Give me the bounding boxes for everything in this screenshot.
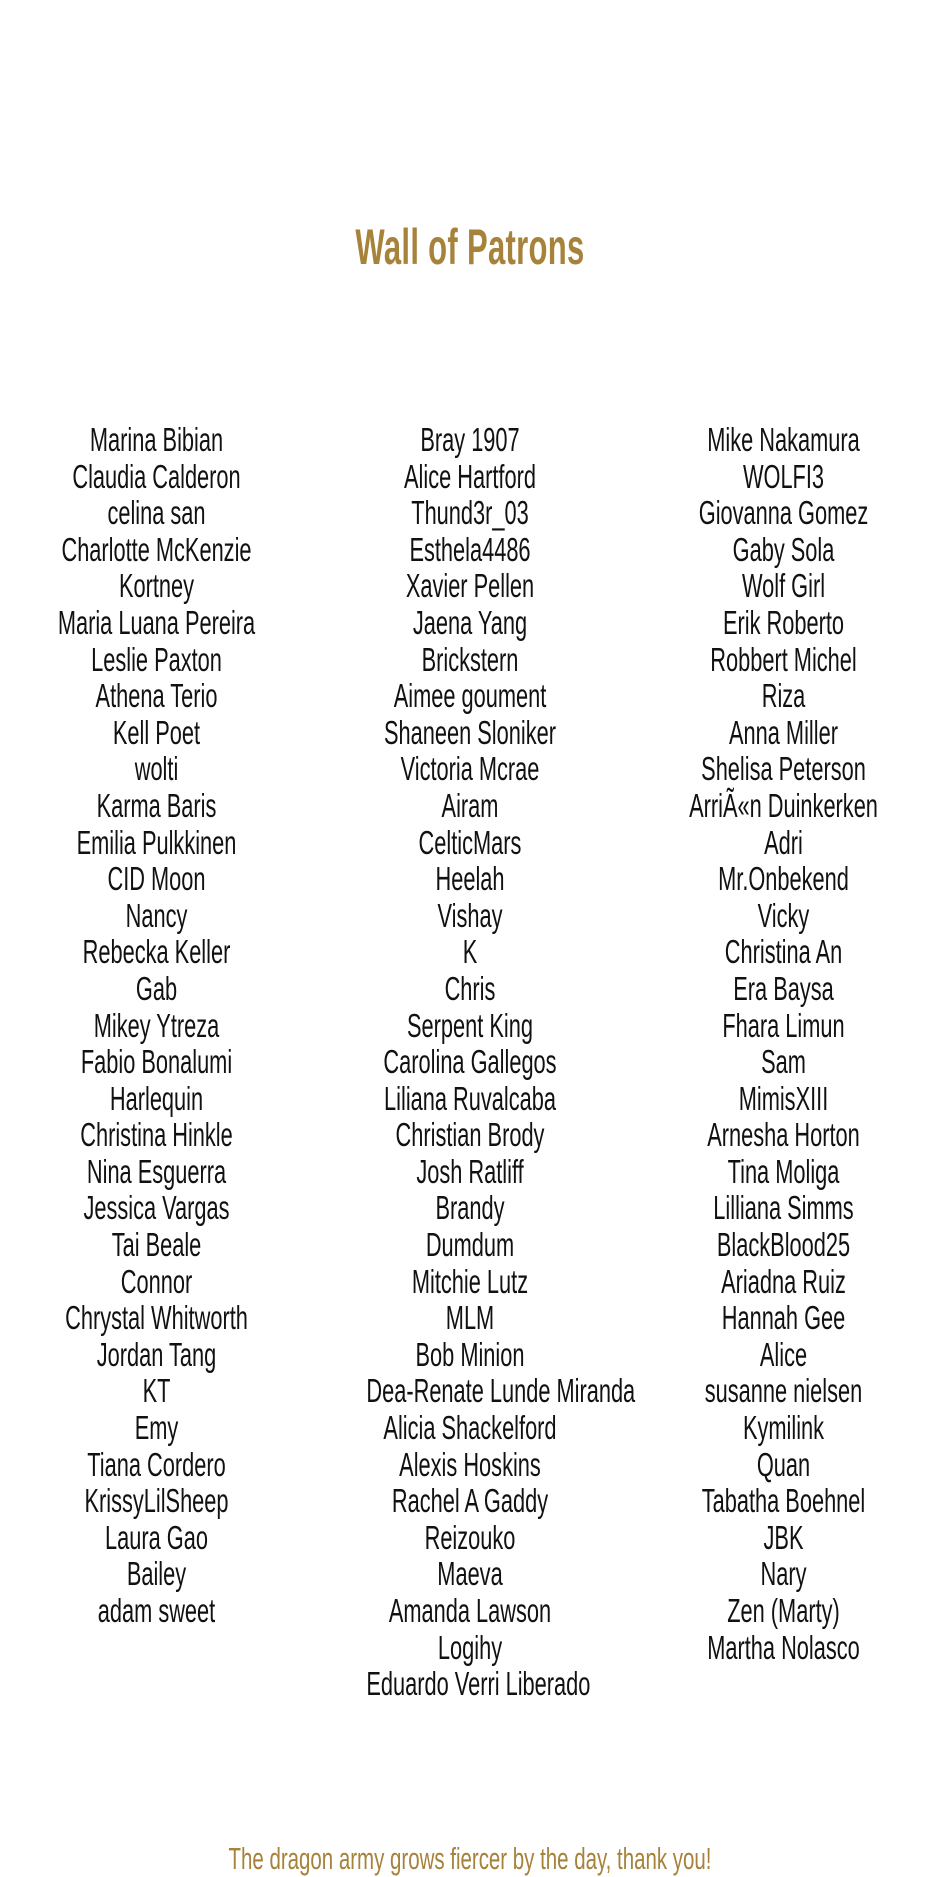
patron-name: Victoria Mcrae [400, 750, 540, 788]
patron-name: Nary [760, 1555, 807, 1593]
patron-name: Mike Nakamura [707, 421, 860, 458]
patron-name: Jaena Yang [412, 603, 528, 641]
patron-name: Karma Baris [96, 786, 217, 824]
patron-name: Bray 1907 [420, 421, 520, 458]
patron-name: BlackBlood25 [716, 1226, 851, 1264]
patron-name: Logihy [437, 1628, 503, 1666]
patron-name: Bailey [126, 1555, 187, 1593]
patron-name: Kortney [118, 567, 195, 605]
patron-name: Carolina Gallegos [383, 1043, 557, 1081]
patron-name: Erik Roberto [722, 603, 845, 641]
patron-name: Riza [761, 677, 806, 715]
patron-name: Sam [761, 1043, 806, 1081]
patron-name: Brandy [435, 1189, 505, 1227]
patron-name: Leslie Paxton [91, 640, 222, 678]
patron-name: celina san [107, 494, 206, 532]
patron-name: Fhara Limun [722, 1006, 845, 1044]
patron-name: Alicia Shackelford [383, 1409, 557, 1447]
patron-name: Dea-Renate Lunde Miranda [366, 1372, 636, 1410]
patron-name: Alice [759, 1335, 808, 1373]
patron-name: Emy [134, 1409, 179, 1447]
patron-name: MimisXIII [738, 1079, 829, 1117]
patron-name: Kell Poet [112, 713, 201, 751]
patron-name: Shelisa Peterson [701, 750, 866, 788]
patron-name: Jessica Vargas [83, 1189, 230, 1227]
patron-column-1 [0, 422, 313, 1703]
patron-name: KrissyLilSheep [84, 1482, 229, 1520]
patron-name: Serpent King [407, 1006, 533, 1044]
patron-name: MLM [445, 1299, 495, 1337]
patron-name: Mikey Ytreza [93, 1006, 220, 1044]
patron-name: Heelah [435, 860, 505, 898]
patron-name: Shaneen Sloniker [384, 713, 556, 751]
patron-name: Anna Miller [729, 713, 838, 751]
patron-name: Christian Brody [395, 1116, 545, 1154]
patron-name: Athena Terio [95, 677, 218, 715]
patron-name: Thund3r_03 [411, 494, 529, 532]
patron-name: Giovanna Gomez [698, 494, 869, 532]
patron-name: Mr.Onbekend [718, 860, 849, 898]
patron-name: Xavier Pellen [405, 567, 535, 605]
patron-name: Mitchie Lutz [411, 1262, 529, 1300]
patron-name: Vishay [437, 896, 503, 934]
page-title: Wall of Patrons [355, 219, 585, 275]
patron-column-2 [313, 421, 636, 1703]
patron-name: Kymilink [742, 1409, 825, 1447]
patron-name: wolti [134, 750, 179, 788]
patron-name: Brickstern [421, 640, 519, 678]
patron-name: Maeva [437, 1555, 503, 1593]
patron-name: Era Baysa [733, 969, 834, 1007]
patron-name: JBK [763, 1518, 804, 1556]
patron-name: Alexis Hoskins [399, 1445, 541, 1483]
patron-name: Harlequin [109, 1079, 204, 1117]
patron-name: Nina Esguerra [86, 1152, 227, 1190]
patron-name: Zen (Marty) [727, 1592, 840, 1629]
patron-name: K [462, 933, 478, 971]
patron-column-3 [627, 422, 940, 1703]
patron-name: Martha Nolasco [707, 1628, 860, 1666]
patron-name: Tina Moliga [727, 1152, 840, 1190]
patron-name: Emilia Pulkkinen [76, 823, 237, 861]
patron-name: Bob Minion [415, 1335, 525, 1373]
patron-name: Tiana Cordero [87, 1445, 226, 1483]
patron-name: Chris [444, 969, 496, 1007]
patron-name: Tai Beale [111, 1226, 202, 1264]
clipped-footer-text: The dragon army grows fiercer by the day, thank you! [228, 1841, 712, 1876]
patron-name: Jordan Tang [96, 1335, 217, 1373]
patron-name: CID Moon [107, 860, 206, 898]
patron-name: CelticMars [418, 823, 522, 861]
patron-name: Ariadna Ruiz [721, 1262, 846, 1300]
patron-name: Chrystal Whitworth [65, 1299, 248, 1337]
patron-name: Reizouko [424, 1518, 516, 1556]
patron-name: Quan [756, 1445, 811, 1483]
patron-name: Robbert Michel [710, 640, 857, 678]
patron-name: Hannah Gee [721, 1299, 846, 1337]
patron-name: Connor [120, 1262, 193, 1300]
patron-name: Fabio Bonalumi [80, 1043, 233, 1081]
patron-name: susanne nielsen [704, 1372, 863, 1410]
patron-name: Adri [764, 823, 803, 861]
patron-name: Charlotte McKenzie [61, 530, 252, 568]
patron-name: Amanda Lawson [388, 1592, 552, 1629]
patron-name: Gaby Sola [732, 530, 835, 568]
patron-name: Tabatha Boehnel [701, 1482, 866, 1520]
patron-name: Airam [441, 786, 499, 824]
patron-name: adam sweet [97, 1592, 216, 1629]
patron-name: Josh Ratliff [416, 1152, 524, 1190]
patron-name: Alice Hartford [404, 457, 536, 495]
patron-name: Rebecka Keller [82, 933, 231, 971]
patron-name: Vicky [757, 896, 810, 934]
patron-name: Nancy [125, 896, 188, 934]
patron-name: Arnesha Horton [707, 1116, 860, 1154]
patron-name: Maria Luana Pereira [57, 603, 256, 641]
patron-name: Liliana Ruvalcaba [384, 1079, 556, 1117]
patron-name: Laura Gao [105, 1518, 208, 1556]
patron-columns [0, 422, 940, 1703]
patron-name: Eduardo Verri Liberado [366, 1665, 591, 1703]
patron-name: Esthela4486 [409, 530, 531, 568]
patron-name: KT [142, 1372, 171, 1410]
patron-name: Aimee goument [393, 677, 547, 715]
patron-name: ArriÃ«n Duinkerken [689, 786, 878, 824]
patron-name: Rachel A Gaddy [391, 1482, 549, 1520]
patron-name: Lilliana Simms [713, 1189, 854, 1227]
patron-name: Claudia Calderon [72, 457, 241, 495]
patron-name: Marina Bibian [89, 421, 224, 458]
patron-name: Dumdum [425, 1226, 515, 1264]
patron-name: Christina An [724, 933, 843, 971]
patron-name: Christina Hinkle [80, 1116, 233, 1154]
patron-name: Gab [135, 969, 178, 1007]
patron-name: Wolf Girl [741, 567, 826, 605]
patron-name: WOLFI3 [742, 457, 825, 495]
